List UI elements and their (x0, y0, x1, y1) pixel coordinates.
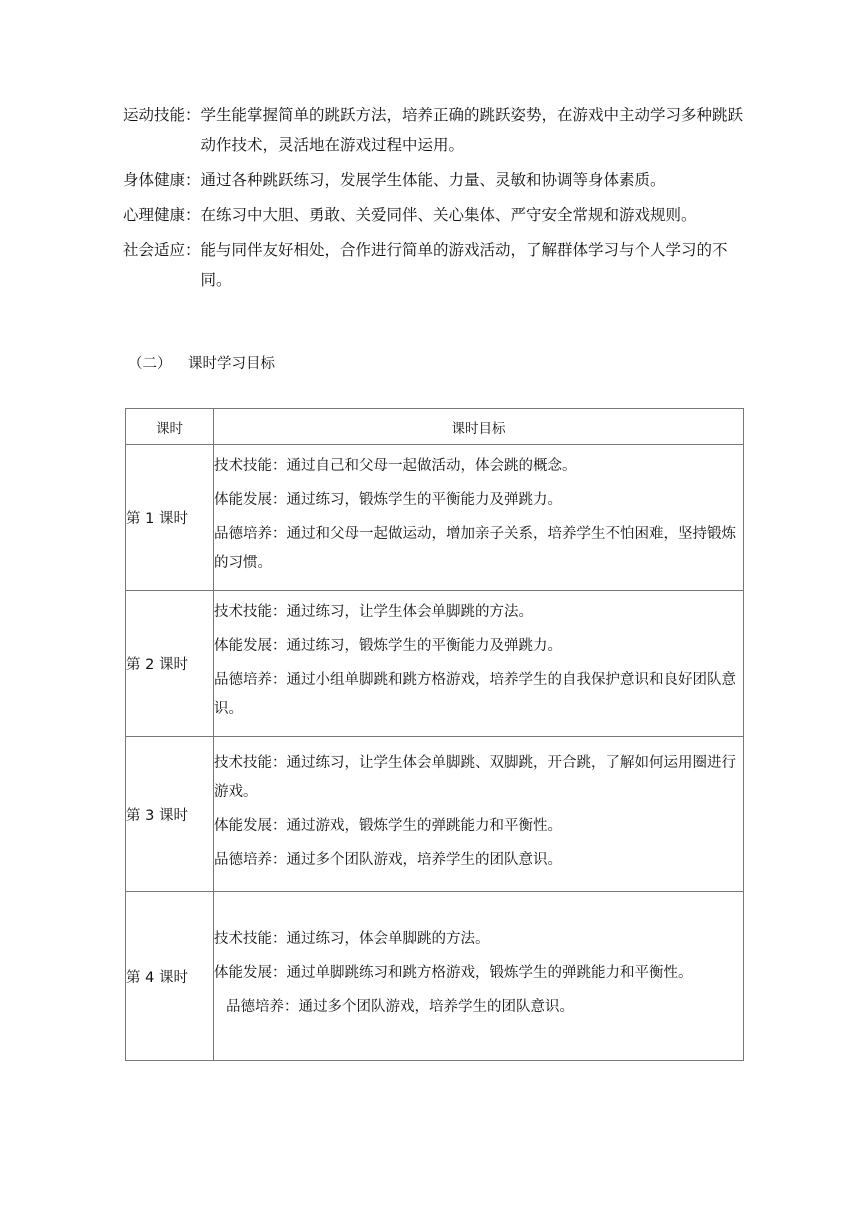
table-row (126, 892, 744, 1061)
goal-physical-health (123, 165, 763, 195)
goal-motor-skills (123, 100, 763, 160)
lesson-goal-item: 体能发展：通过练习，锻炼学生的平衡能力及弹跳力。 (214, 492, 562, 508)
header-lesson: 课时 (126, 409, 214, 445)
lesson-name: 第 3 课时 (126, 737, 214, 892)
lesson-goal-item: 技术技能：通过自己和父母一起做活动，体会跳的概念。 (214, 458, 577, 474)
lesson-goal-item: 品德培养：通过和父母一起做运动，增加亲子关系，培养学生不怕困难，坚持锻炼的习惯。 (214, 526, 736, 571)
goal-label: 心理健康： (123, 206, 201, 224)
lesson-goal-item: 技术技能：通过练习，让学生体会单脚跳的方法。 (214, 604, 533, 620)
lesson-goal-item: 品德培养：通过多个团队游戏，培养学生的团队意识。 (214, 851, 562, 868)
lesson-goal-item: 技术技能：通过练习，体会单脚跳的方法。 (214, 931, 490, 947)
section-heading (128, 353, 275, 375)
section-title-text: 课时学习目标 (188, 356, 275, 372)
lesson-goals-cell (214, 591, 744, 737)
table-header-row (126, 409, 744, 445)
lesson-goal-item: 体能发展：通过单脚跳练习和跳方格游戏，锻炼学生的弹跳能力和平衡性。 (214, 965, 693, 981)
goal-label: 运动技能： (123, 106, 201, 124)
lesson-goals-cell (214, 892, 744, 1061)
goal-label: 社会适应： (123, 241, 201, 259)
lesson-goal-item: 品德培养：通过多个团队游戏，培养学生的团队意识。 (226, 999, 574, 1015)
lesson-goals-cell (214, 445, 744, 591)
lesson-name: 第 1 课时 (126, 445, 214, 591)
goal-text: 在练习中大胆、勇敢、关爱同伴、关心集体、严守安全常规和游戏规则。 (200, 206, 697, 224)
course-goals-list (123, 100, 763, 300)
goal-text: 能与同伴友好相处，合作进行简单的游戏活动，了解群体学习与个人学习的不同。 (200, 241, 728, 289)
goal-text: 学生能掌握简单的跳跃方法，培养正确的跳跃姿势，在游戏中主动学习多种跳跃动作技术，灵活地在游戏过程中运用。 (200, 106, 744, 154)
goal-mental-health (123, 200, 763, 230)
goal-label: 身体健康： (123, 171, 201, 189)
header-lesson-goals: 课时目标 (214, 409, 744, 445)
table-row (126, 591, 744, 737)
lesson-goal-item: 技术技能：通过练习，让学生体会单脚跳、双脚跳，开合跳，了解如何运用圈进行游戏。 (214, 754, 736, 800)
table-row (126, 737, 744, 892)
lesson-name: 第 4 课时 (126, 892, 214, 1061)
goal-social-adaptation (123, 235, 763, 295)
lesson-name: 第 2 课时 (126, 591, 214, 737)
section-number: （二） (128, 356, 172, 372)
lesson-goals-table (125, 408, 744, 1061)
lesson-goal-item: 体能发展：通过练习，锻炼学生的平衡能力及弹跳力。 (214, 638, 562, 654)
lesson-goal-item: 品德培养：通过小组单脚跳和跳方格游戏，培养学生的自我保护意识和良好团队意识。 (214, 672, 736, 717)
lesson-goals-cell (214, 737, 744, 892)
goal-text: 通过各种跳跃练习，发展学生体能、力量、灵敏和协调等身体素质。 (200, 171, 666, 189)
table-row (126, 445, 744, 591)
lesson-goal-item: 体能发展：通过游戏，锻炼学生的弹跳能力和平衡性。 (214, 817, 562, 834)
